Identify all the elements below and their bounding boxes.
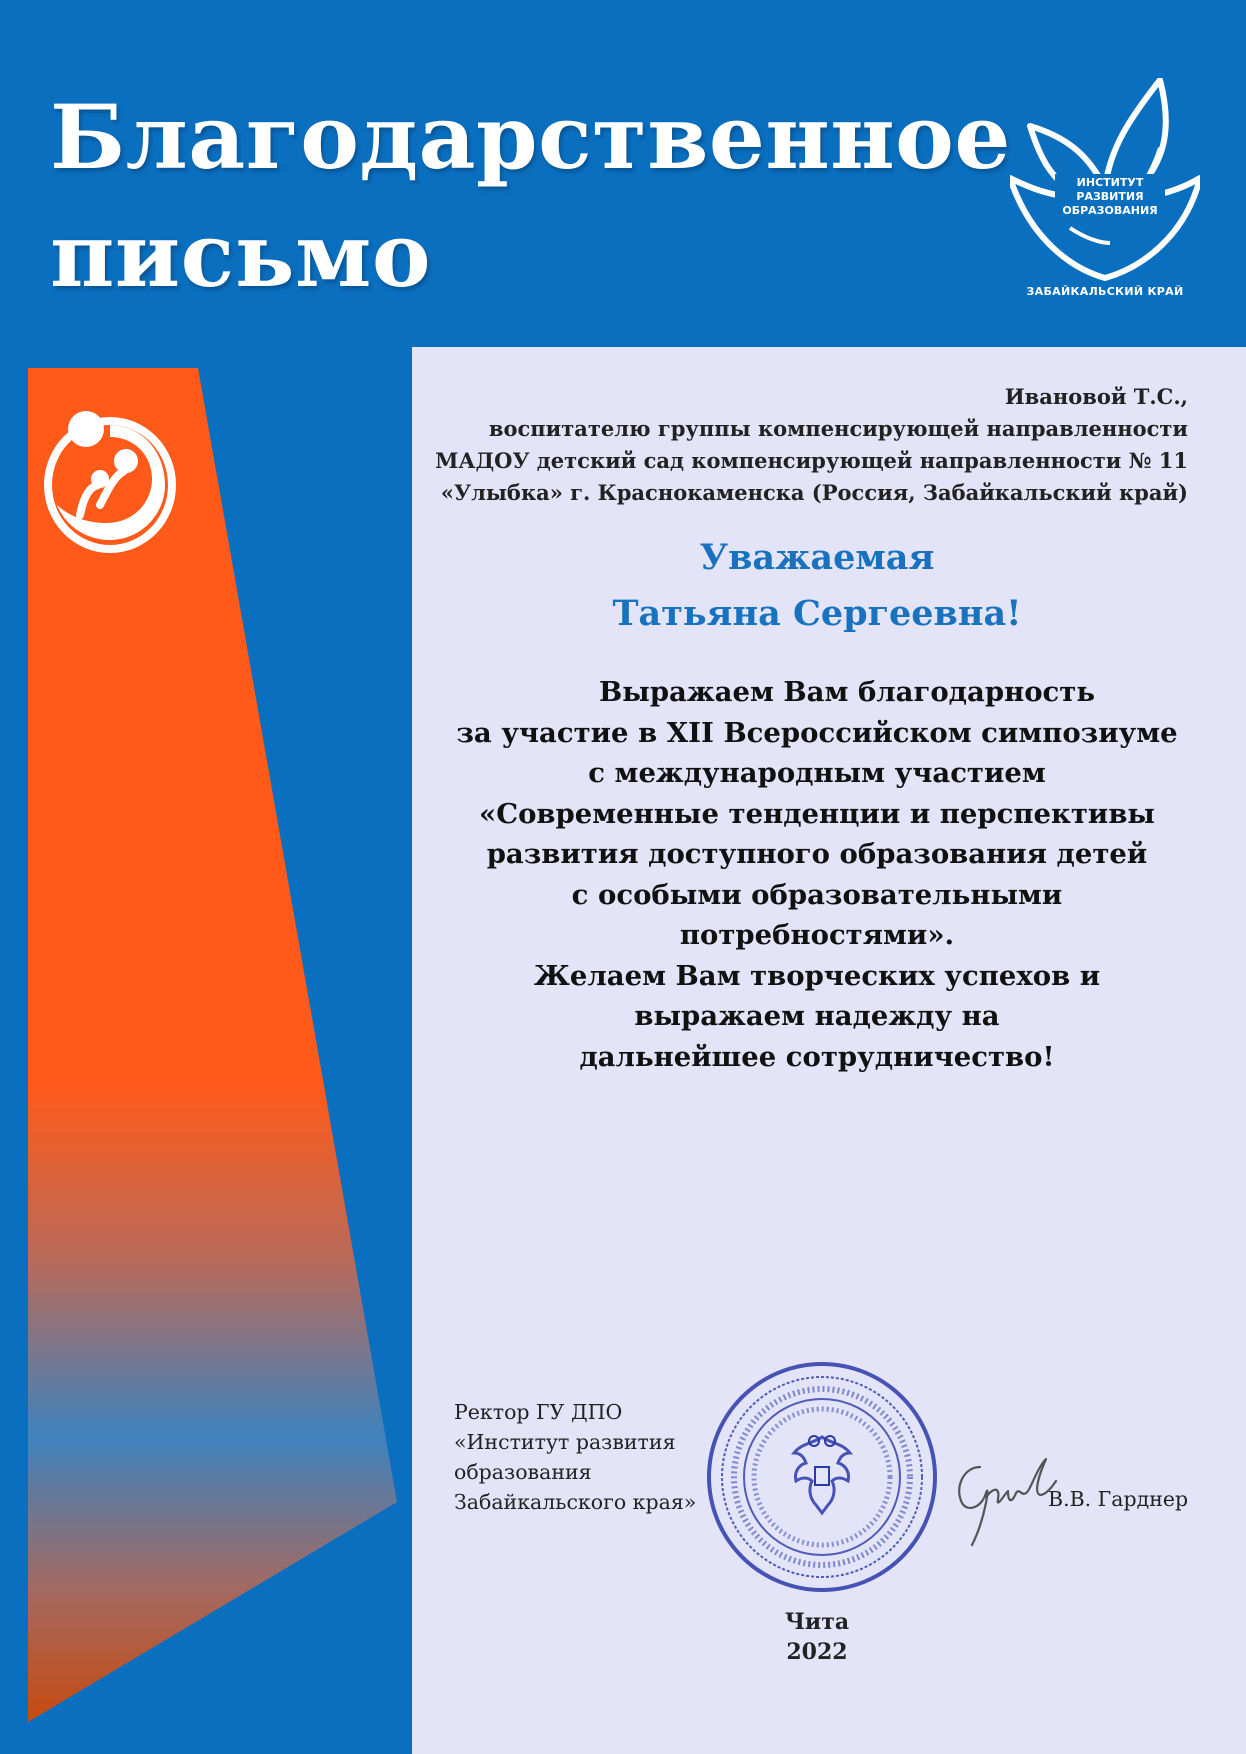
greeting: [412, 530, 1222, 642]
addressee-organization: МАДОУ детский сад компенсирующей направленности № 11: [435, 448, 1188, 473]
logo-text-3: ОБРАЗОВАНИЯ: [1062, 204, 1158, 217]
position-line-2: «Институт развития: [454, 1430, 676, 1454]
content-panel: [412, 347, 1246, 1754]
footer-city: Чита: [784, 1609, 850, 1635]
logo-text-2: РАЗВИТИЯ: [1076, 190, 1144, 203]
body-line-3: с международным участием: [588, 757, 1046, 789]
logo-region-label: ЗАБАЙКАЛЬСКИЙ КРАЙ: [1026, 285, 1184, 298]
footer: [412, 1607, 1222, 1667]
footer-year: 2022: [786, 1639, 848, 1665]
body-line-2: за участие в XII Всероссийском симпозиуме: [456, 716, 1178, 749]
position-line-3: образования: [454, 1460, 592, 1484]
page-title: [50, 78, 1011, 314]
body-line-5: развития доступного образования детей: [486, 838, 1148, 870]
addressee-block: [428, 381, 1188, 509]
title-line-1: Благодарственное: [50, 85, 1011, 189]
addressee-name: Ивановой Т.С.,: [1004, 384, 1188, 409]
body-line-4: «Современные тенденции и перспективы: [479, 797, 1155, 830]
official-stamp-icon: [702, 1357, 942, 1597]
letter-body: [412, 672, 1222, 1077]
institute-logo-icon: [1010, 78, 1200, 306]
title-line-2: письмо: [50, 203, 432, 307]
addressee-position: воспитателю группы компенсирующей направленности: [488, 416, 1188, 441]
body-line-9: выражаем надежду на: [634, 1000, 1000, 1032]
body-line-1: Выражаем Вам благодарность: [599, 676, 1095, 708]
position-line-4: Забайкальского края»: [454, 1490, 697, 1514]
decorative-band: [0, 368, 410, 1754]
body-line-6: с особыми образовательными: [571, 878, 1063, 911]
addressee-location: «Улыбка» г. Краснокаменска (Россия, Забайкальский край): [440, 480, 1188, 505]
body-line-10: дальнейшее сотрудничество!: [579, 1040, 1055, 1073]
logo-text-1: ИНСТИТУТ: [1076, 176, 1144, 189]
greeting-line-1: Уважаемая: [699, 537, 935, 578]
greeting-line-2: Татьяна Сергеевна!: [612, 593, 1022, 634]
signatory-position: [454, 1397, 714, 1517]
signer-name: В.В. Гарднер: [1048, 1487, 1189, 1511]
body-line-7: потребностями».: [679, 919, 955, 951]
body-line-8: Желаем Вам творческих успехов и: [533, 959, 1101, 992]
position-line-1: Ректор ГУ ДПО: [454, 1400, 623, 1424]
association-logo-icon: [40, 405, 180, 555]
